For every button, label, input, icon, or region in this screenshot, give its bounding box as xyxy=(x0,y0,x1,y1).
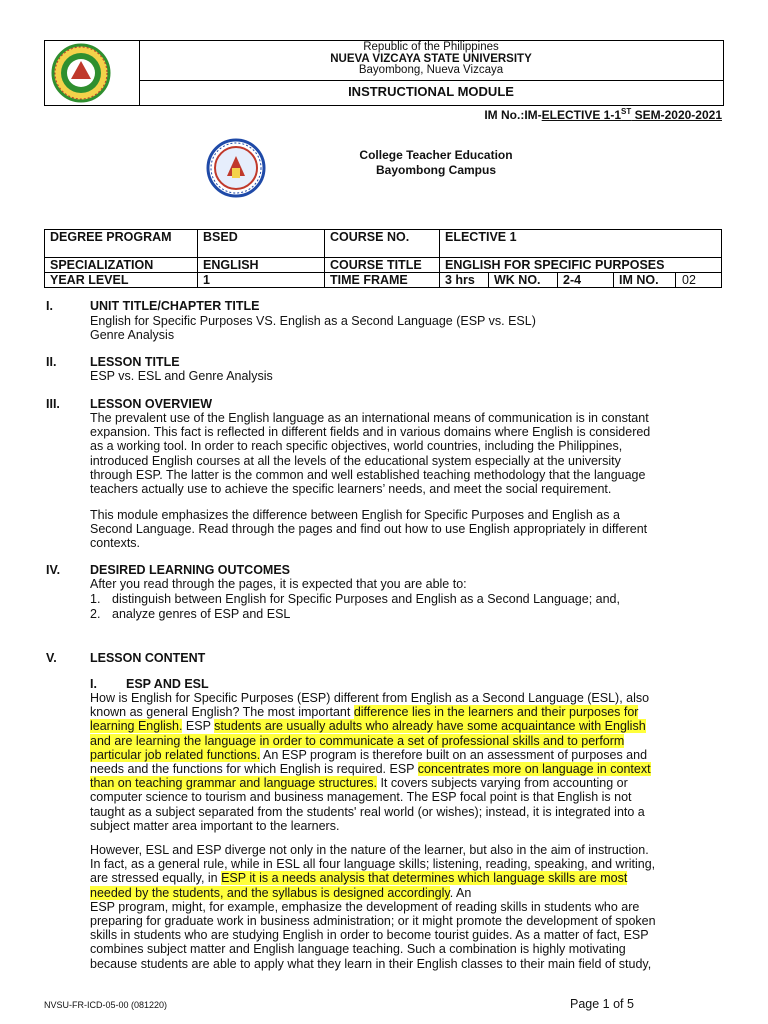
outcome-item-1: 1. distinguish between English for Specific Purposes and English as a Second Language; and, xyxy=(90,592,620,606)
highlight: students are usually adults who already have some acquaintance with English xyxy=(214,719,646,734)
year-level-value: 1 xyxy=(198,273,325,288)
form-code: NVSU-FR-ICD-05-00 (081220) xyxy=(44,1000,168,1010)
section-1-heading: UNIT TITLE/CHAPTER TITLE xyxy=(90,299,260,313)
highlight: ESP it is a needs analysis that determines which language skills are most xyxy=(221,871,628,886)
im-number: IM No.:IM-ELECTIVE 1-1ST SEM-2020-2021 xyxy=(484,107,722,122)
highlight: difference lies in the learners and their purposes for xyxy=(353,705,639,720)
section-3-heading: LESSON OVERVIEW xyxy=(90,397,213,411)
subsection-1-heading: ESP AND ESL xyxy=(126,677,209,691)
week-value: 2-4 xyxy=(558,273,614,288)
college-campus: Bayombong Campus xyxy=(375,163,496,177)
highlight: learning English. xyxy=(90,719,183,734)
year-level-label: YEAR LEVEL xyxy=(45,273,198,288)
outcomes-intro: After you read through the pages, it is expected that you are able to: xyxy=(90,577,467,591)
course-title-value: ENGLISH FOR SPECIFIC PURPOSES xyxy=(440,258,722,273)
highlight: particular job related functions. xyxy=(90,747,261,762)
im-no-cell xyxy=(614,273,722,288)
subsection-1-number: I. xyxy=(90,677,97,691)
university-location: Bayombong, Nueva Vizcaya xyxy=(358,64,504,76)
im-no-label: IM NO. xyxy=(614,273,676,287)
section-5-heading: LESSON CONTENT xyxy=(90,651,206,665)
course-no-value: ELECTIVE 1 xyxy=(440,230,722,258)
time-frame-value: 3 hrs xyxy=(440,273,489,288)
republic-line: Republic of the Philippines xyxy=(363,41,499,53)
university-name: NUEVA VIZCAYA STATE UNIVERSITY xyxy=(330,52,532,65)
degree-label: DEGREE PROGRAM xyxy=(45,230,198,258)
section-1-number: I. xyxy=(46,299,53,313)
highlight: and are learning the language in order to communicate a set of professional skills and to perform xyxy=(90,733,625,748)
week-label: WK NO. xyxy=(489,273,558,288)
section-3-number: III. xyxy=(46,397,60,411)
section-2-body: ESP vs. ESL and Genre Analysis xyxy=(90,369,273,383)
page-number: Page 1 of 5 xyxy=(570,997,634,1011)
degree-value: BSED xyxy=(198,230,325,258)
time-frame-label: TIME FRAME xyxy=(325,273,440,288)
highlight: than on teaching grammar and language structures. xyxy=(90,776,377,791)
college-block xyxy=(260,148,612,178)
college-name: College Teacher Education xyxy=(359,148,513,162)
header-box xyxy=(44,40,724,106)
section-5-number: V. xyxy=(46,651,57,665)
module-title: INSTRUCTIONAL MODULE xyxy=(348,84,514,99)
section-4-heading: DESIRED LEARNING OUTCOMES xyxy=(90,563,291,577)
university-seal-icon xyxy=(49,43,113,103)
section-1-body: English for Specific Purposes VS. English as a Second Language (ESP vs. ESL) Genre Analysis xyxy=(90,314,536,343)
course-title-label: COURSE TITLE xyxy=(325,258,440,273)
specialization-value: ENGLISH xyxy=(198,258,325,273)
section-2-number: II. xyxy=(46,355,57,369)
im-no-value: 02 xyxy=(682,273,696,287)
highlight: concentrates more on language in context xyxy=(417,762,651,777)
specialization-label: SPECIALIZATION xyxy=(45,258,198,273)
university-info xyxy=(139,41,723,81)
section-4-number: IV. xyxy=(46,563,61,577)
content-paragraph-1: How is English for Specific Purposes (ESP) different from English as a Second Language (ESL), also known as general English? The most important difference lies in the learners and their purposes for learning English. ESP students are usually adults who already have some acquaintance with English and are learning the language in order to communicate a set of professional skills and to perform particular job related functions. An ESP program is therefore built on an assessment of purposes and needs and the functions for which English is required. ESP concentrates more on language in context than on teaching grammar and language structures. It covers subjects varying from accounting or computer science to tourism and business management. The ESP focal point is that English is not taught as a subject separated from the students' real world (or wishes); instead, it is integrated into a subject matter area important to the learners. xyxy=(90,691,651,833)
overview-paragraph-2: This module emphasizes the difference between English for Specific Purposes and English as a Second Language. Read through the pages and find out how to use English appropriately in different contexts. xyxy=(90,508,648,551)
overview-paragraph-1: The prevalent use of the English language as an international means of communication is in constant expansion. This fact is reflected in different fields and in various domains where English is considered as a working tool. In order to reach specific objectives, world countries, including the Philippines, introduced English courses at all the levels of the educational system especially at the university through ESP. The latter is the common and well established teaching methodology that the language teachers actually use to achieve the specific learners’ needs, and meet the social requirement. xyxy=(90,411,651,497)
outcome-item-2: 2. analyze genres of ESP and ESL xyxy=(90,607,291,621)
logo-cell xyxy=(45,41,140,105)
course-no-label: COURSE NO. xyxy=(325,230,440,258)
section-2-heading: LESSON TITLE xyxy=(90,355,180,369)
content-paragraph-2: However, ESL and ESP diverge not only in the nature of the learner, but also in the aim of instruction. In fact, as a general rule, while in ESL all four language skills; listening, reading, speaking, and writing, are stressed equally, in ESP it is a needs analysis that determines which language skills are most needed by the students, and the syllabus is designed accordingly. An ESP program, might, for example, emphasize the development of reading skills in students who are preparing for graduate work in business administration; or it might promote the development of spoken skills in students who are studying English in order to become tourist guides. As a matter of fact, ESP combines subject matter and English language teaching. Such a combination is highly motivating because students are able to apply what they learn in their English classes to their main field of study, xyxy=(90,843,656,971)
highlight: needed by the students, and the syllabus is designed accordingly xyxy=(90,885,450,900)
course-info-table xyxy=(44,229,722,288)
